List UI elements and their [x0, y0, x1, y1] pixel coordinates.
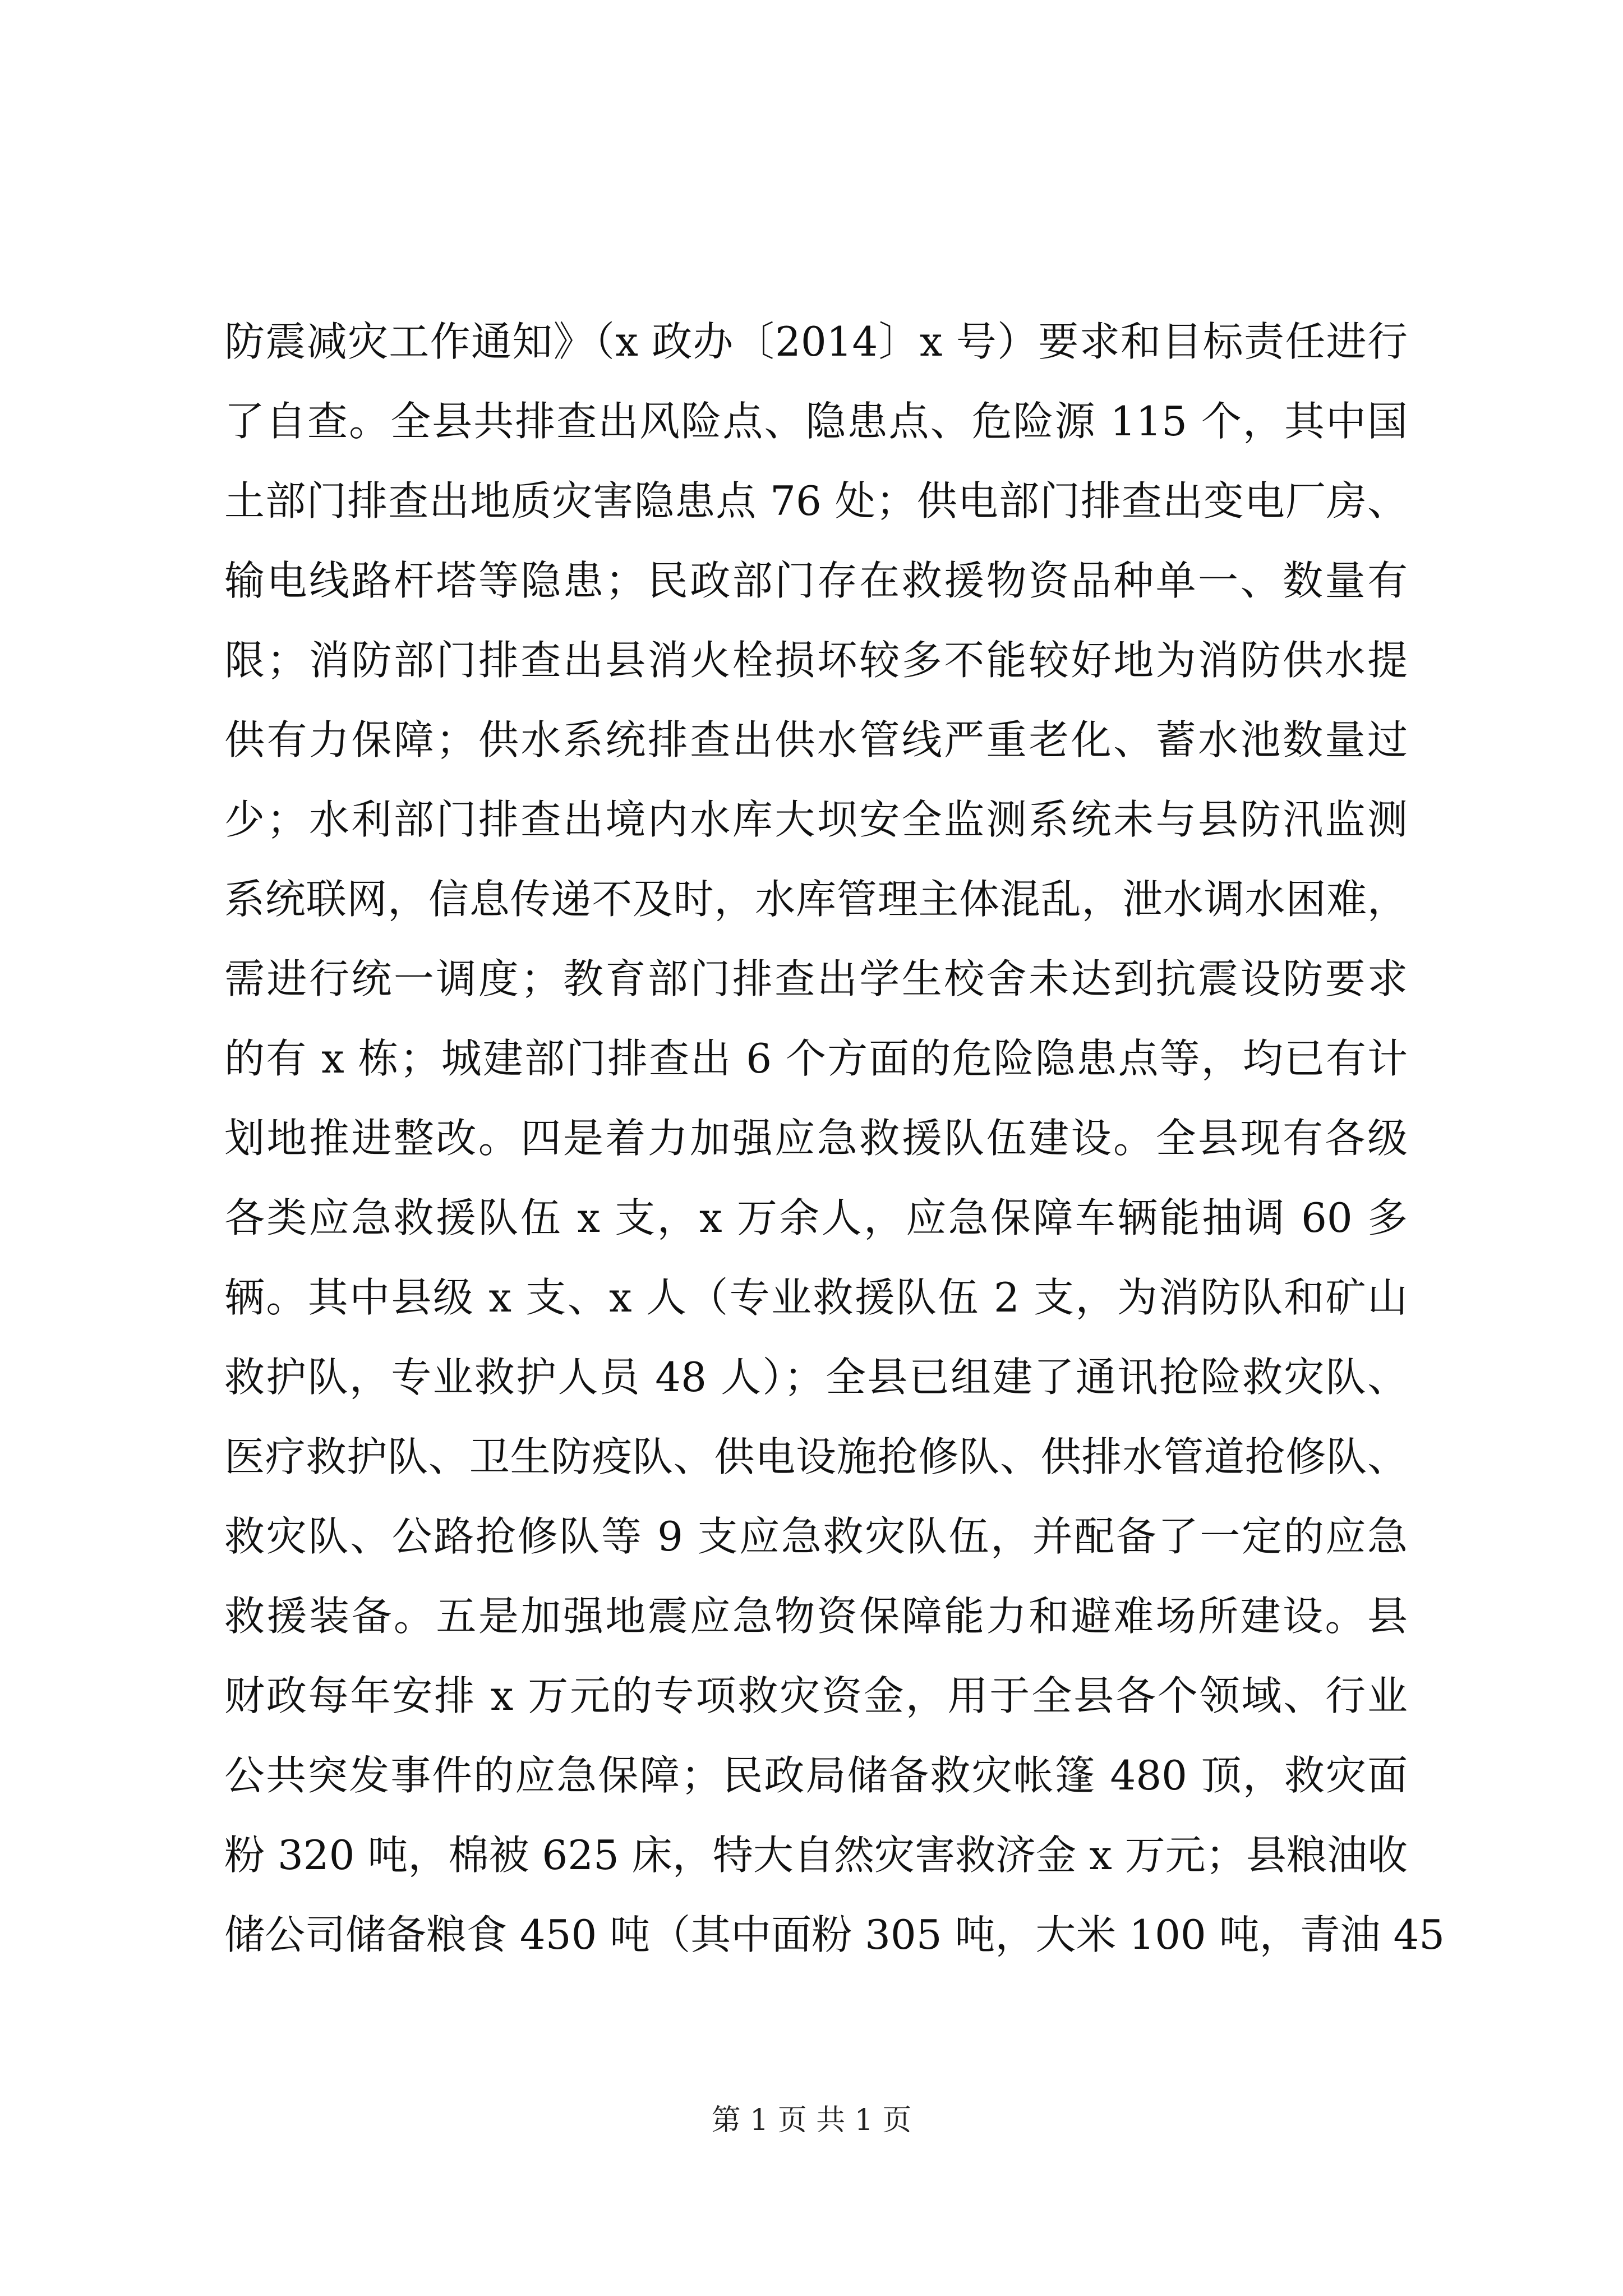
text-line: 公共突发事件的应急保障；民政局储备救灾帐篷 480 顶，救灾面 — [224, 1752, 1408, 1799]
text-line: 救灾队、公路抢修队等 9 支应急救灾队伍，并配备了一定的应急 — [224, 1513, 1408, 1560]
text-line: 救援装备。五是加强地震应急物资保障能力和避难场所建设。县 — [224, 1593, 1408, 1640]
text-line: 土部门排查出地质灾害隐患点 76 处；供电部门排查出变电厂房、 — [224, 477, 1408, 524]
text-line: 储公司储备粮食 450 吨（其中面粉 305 吨，大米 100 吨，青油 45 — [224, 1911, 1445, 1958]
text-line: 系统联网，信息传递不及时，水库管理主体混乱，泄水调水困难， — [224, 876, 1408, 923]
text-line: 财政每年安排 x 万元的专项救灾资金，用于全县各个领域、行业 — [224, 1672, 1408, 1719]
body-text — [224, 302, 1445, 1975]
text-line: 需进行统一调度；教育部门排查出学生校舍未达到抗震设防要求 — [224, 955, 1408, 1002]
text-line: 供有力保障；供水系统排查出供水管线严重老化、蓄水池数量过 — [224, 716, 1408, 763]
text-line: 救护队，专业救护人员 48 人）；全县已组建了通讯抢险救灾队、 — [224, 1354, 1408, 1401]
text-line: 限；消防部门排查出县消火栓损坏较多不能较好地为消防供水提 — [224, 637, 1408, 684]
text-line: 了自查。全县共排查出风险点、隐患点、危险源 115 个，其中国 — [224, 398, 1408, 445]
text-line: 各类应急救援队伍 x 支，x 万余人，应急保障车辆能抽调 60 多 — [224, 1194, 1408, 1241]
text-line: 防震减灾工作通知》（x 政办〔2014〕x 号）要求和目标责任进行 — [224, 318, 1408, 365]
text-line: 粉 320 吨，棉被 625 床，特大自然灾害救济金 x 万元；县粮油收 — [224, 1832, 1408, 1879]
text-line: 划地推进整改。四是着力加强应急救援队伍建设。全县现有各级 — [224, 1115, 1408, 1162]
text-line: 辆。其中县级 x 支、x 人（专业救援队伍 2 支，为消防队和矿山 — [224, 1274, 1408, 1321]
text-line: 的有 x 栋；城建部门排查出 6 个方面的危险隐患点等，均已有计 — [224, 1035, 1408, 1082]
page-footer: 第 1 页 共 1 页 — [711, 2104, 912, 2137]
text-line: 医疗救护队、卫生防疫队、供电设施抢修队、供排水管道抢修队、 — [224, 1433, 1408, 1480]
text-line: 少；水利部门排查出境内水库大坝安全监测系统未与县防汛监测 — [224, 796, 1408, 843]
text-line: 输电线路杆塔等隐患；民政部门存在救援物资品种单一、数量有 — [224, 557, 1408, 604]
